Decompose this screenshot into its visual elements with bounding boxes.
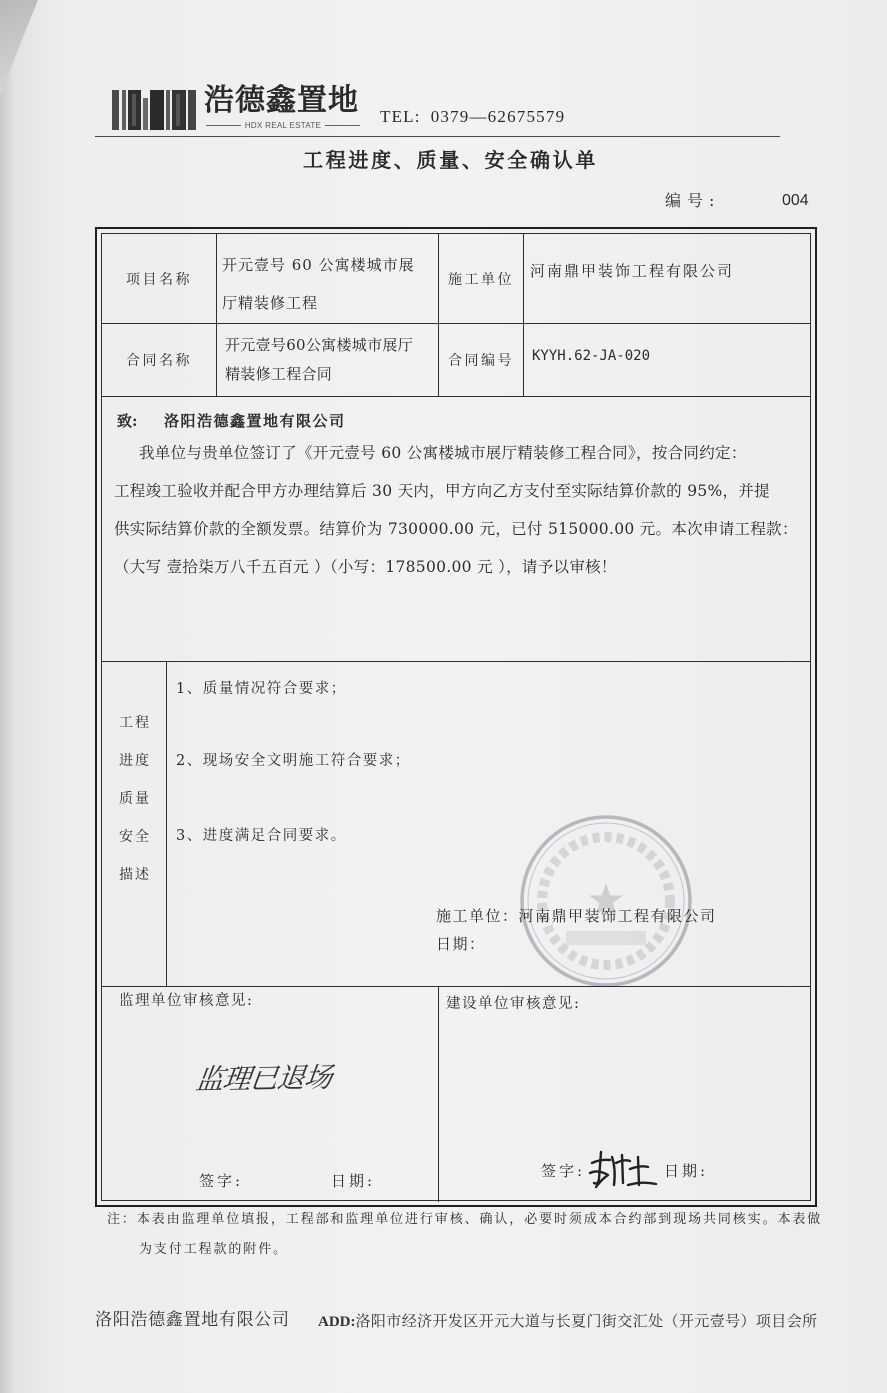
logo-english-text: HDX REAL ESTATE: [244, 120, 322, 130]
serial-value: 004: [782, 192, 809, 209]
contract-no-value: KYYH.62-JA-020: [532, 348, 651, 364]
table-divider: [102, 661, 810, 662]
contract-no-label: 合同编号: [448, 353, 514, 369]
company-seal-stamp: [518, 813, 694, 989]
owner-review-label: 建设单位审核意见:: [446, 996, 581, 1012]
description-label-line: 工程: [119, 715, 151, 731]
handwritten-signature: [586, 1147, 658, 1191]
contractor-value: 河南鼎甲装饰工程有限公司: [530, 262, 735, 280]
telephone: [380, 106, 565, 128]
description-item: 3、进度满足合同要求。: [176, 828, 347, 844]
form-table: [101, 233, 811, 1201]
contractor-label: 施工单位: [448, 271, 514, 288]
contract-name-line: 开元壹号60公寓楼城市展厅: [225, 336, 413, 354]
project-name-label: 项目名称: [126, 271, 192, 288]
addressee-value: 洛阳浩德鑫置地有限公司: [164, 412, 346, 430]
contract-name-line: 精装修工程合同: [225, 365, 333, 383]
supervisor-sign-label: 签字:: [199, 1172, 244, 1190]
description-label-line: 质量: [119, 791, 151, 807]
header-divider: [95, 136, 780, 137]
footer-company: 洛阳浩德鑫置地有限公司: [95, 1310, 290, 1330]
footer-address-label: ADD:: [318, 1314, 356, 1330]
supervisor-handwritten-comment: 监理已退场: [193, 1060, 334, 1097]
request-letter: [114, 434, 804, 586]
footer-address-value: 洛阳市经济开发区开元大道与长夏门街交汇处（开元壹号）项目会所: [355, 1312, 818, 1330]
form-note: [107, 1205, 822, 1265]
description-label: [102, 704, 166, 894]
tel-label: TEL:: [380, 107, 421, 126]
logo-name: 浩德鑫置地: [204, 83, 359, 118]
contractor-signoff-label: 施工单位：: [436, 907, 519, 925]
tel-number: 0379—62675579: [430, 107, 566, 126]
table-divider: [216, 234, 217, 396]
description-label-line: 描述: [119, 867, 151, 883]
note-line: 为支付工程款的附件。: [139, 1242, 289, 1257]
contractor-date-label: 日期：: [436, 935, 486, 953]
letter-line: （大写 壹拾柒万八千五百元 ）（小写：178500.00 元 ），请予以审核！: [114, 558, 617, 576]
project-name-value: [222, 246, 415, 322]
note-line: 注：本表由监理单位填报，工程部和监理单位进行审核、确认，必要时须成本合约部到现场共同核实。本表做: [107, 1212, 823, 1227]
description-item: 1、质量情况符合要求；: [176, 681, 347, 697]
table-divider: [523, 234, 524, 396]
letter-line: 工程竣工验收并配合甲方办理结算后 30 天内，甲方向乙方支付至实际结算价款的 95%，并提: [114, 482, 770, 500]
project-name-line: 开元壹号 60 公寓楼城市展: [222, 256, 415, 274]
form-title: 工程进度、质量、安全确认单: [303, 148, 599, 172]
owner-date-label: 日期:: [664, 1162, 709, 1180]
contract-name-label: 合同名称: [126, 353, 192, 369]
letter-line: 供实际结算价款的全额发票。结算价为 730000.00 元，已付 515000.00 元。本次申请工程款：: [114, 520, 798, 538]
serial-label: 编号:: [665, 191, 721, 210]
addressee-label: 致:: [117, 412, 138, 430]
supervisor-review-label: 监理单位审核意见:: [119, 993, 254, 1009]
footer-address: [318, 1310, 818, 1333]
contract-name-value: [225, 331, 413, 389]
description-label-line: 安全: [119, 829, 151, 845]
supervisor-date-label: 日期:: [331, 1172, 376, 1190]
logo-english-name: [206, 119, 360, 131]
owner-sign-label: 签字:: [541, 1162, 586, 1180]
project-name-line: 厅精装修工程: [222, 294, 319, 312]
company-logo-icon: [112, 88, 196, 132]
contractor-signoff-value: 河南鼎甲装饰工程有限公司: [518, 907, 717, 925]
description-label-line: 进度: [119, 753, 151, 769]
paper-edge-shadow: [0, 0, 38, 95]
description-item: 2、现场安全文明施工符合要求；: [176, 753, 411, 769]
table-divider: [166, 661, 167, 986]
letter-line: 我单位与贵单位签订了《开元壹号 60 公寓楼城市展厅精装修工程合同》，按合同约定：: [139, 444, 747, 462]
table-divider: [438, 986, 439, 1202]
table-divider: [102, 396, 810, 397]
